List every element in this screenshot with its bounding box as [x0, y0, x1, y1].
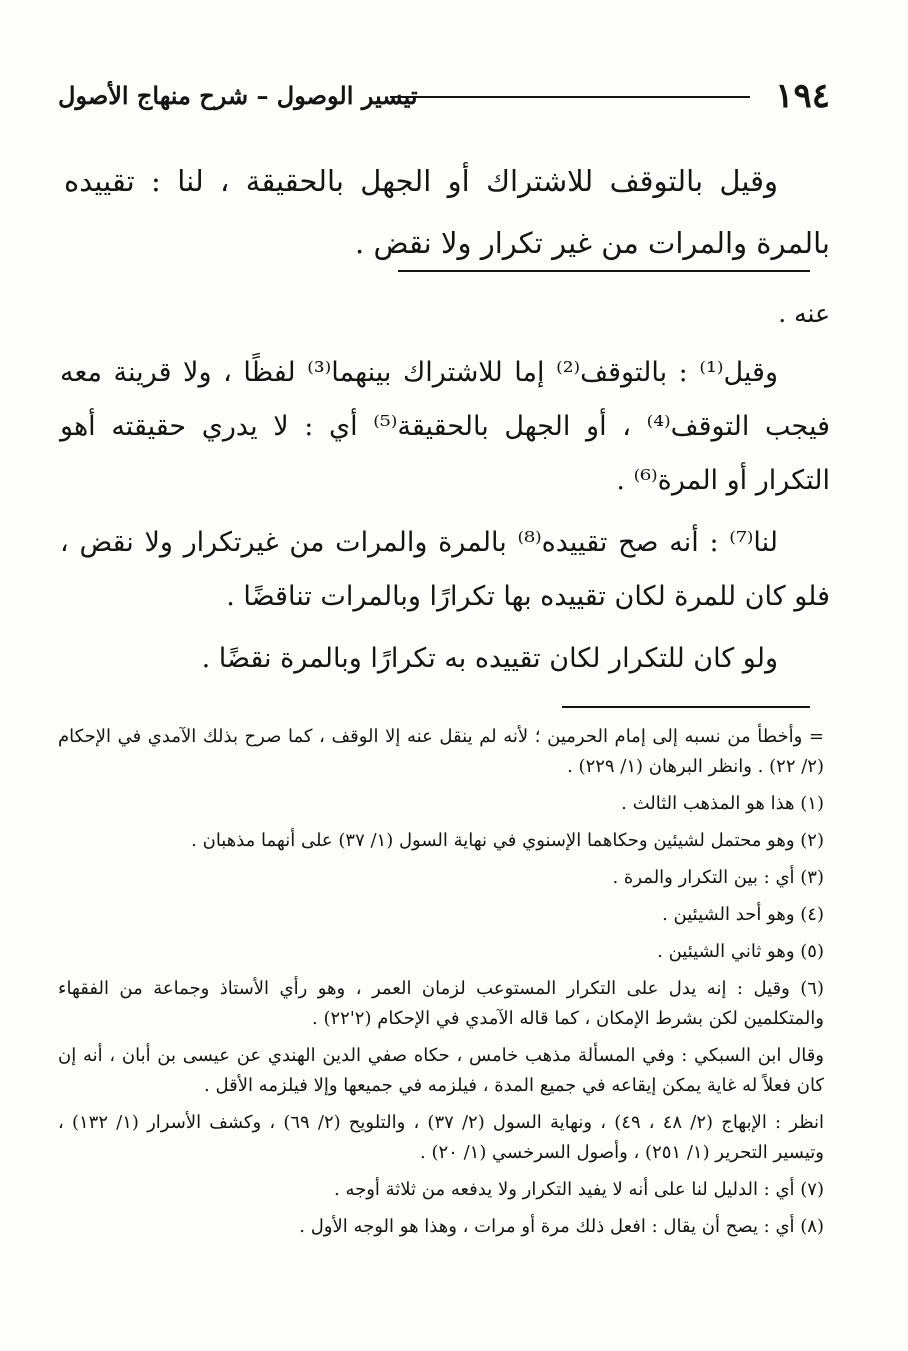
footnote: (٣) أي : بين التكرار والمرة . — [612, 867, 824, 888]
sharh-continuation: عنه . — [778, 299, 830, 328]
matn-separator-rule — [398, 270, 810, 272]
footnote: (١) هذا هو المذهب الثالث . — [621, 793, 824, 814]
sharh-paragraph: وقيل⁽¹⁾ : بالتوقف⁽²⁾ إما للاشتراك بينهما⁽³⁾ لفظًا ، ولا قرينة معه فيجب التوقف⁽⁴⁾ ، أو الجهل بالحقيقة⁽⁵⁾ أي : لا يدري حقيقته أهو التكرار أو المرة⁽⁶⁾ . — [60, 357, 830, 496]
footnote: وقال ابن السبكي : وفي المسألة مذهب خامس ، حكاه صفي الدين الهندي عن عيسى بن أبان ، أنه إن كان فعلاً له غاية يمكن إيقاعه في جميع المدة ، فيلزمه في جميعها وإلا فيلزمه الأقل . — [58, 1045, 824, 1096]
sharh-paragraph: لنا⁽⁷⁾ : أنه صح تقييده⁽⁸⁾ بالمرة والمرات من غيرتكرار ولا نقض ، فلو كان للمرة لكان تقييده بها تكرارًا وبالمرات تناقضًا . — [60, 527, 830, 612]
footnote: (٢) وهو محتمل لشيئين وحكاهما الإسنوي في نهاية السول (١/ ٣٧) على أنهما مذهبان . — [191, 830, 824, 851]
header-rule — [390, 96, 750, 98]
sharh-section — [60, 294, 830, 694]
footnote: (٤) وهو أحد الشيئين . — [662, 904, 824, 925]
footnote: انظر : الإبهاج (٢/ ٤٨ ، ٤٩) ، ونهاية السول (٢/ ٣٧) ، والتلويح (٢/ ٦٩) ، وكشف الأسرار (١/ ١٣٢) ، وتيسير التحرير (١/ ٢٥١) ، وأصول السرخسي (١/ ٢٠) . — [58, 1112, 824, 1163]
page-header — [58, 74, 830, 118]
book-title: تيسير الوصول – شرح منهاج الأصول — [58, 81, 418, 110]
footnote: (٧) أي : الدليل لنا على أنه لا يفيد التكرار ولا يدفعه من ثلاثة أوجه . — [334, 1179, 824, 1200]
footnote: (٥) وهو ثاني الشيئين . — [657, 941, 824, 962]
footnote: (٨) أي : يصح أن يقال : افعل ذلك مرة أو مرات ، وهذا هو الوجه الأول . — [299, 1216, 824, 1237]
page-number: ١٩٤ — [775, 76, 830, 116]
footnote: (٦) وقيل : إنه يدل على التكرار المستوعب لزمان العمر ، وهو رأي الأستاذ وجماعة من الفقهاء والمتكلمين لكن بشرط الإمكان ، كما قاله الآمدي في الإحكام (٢'٢٢) . — [58, 978, 824, 1029]
sharh-paragraph: ولو كان للتكرار لكان تقييده به تكرارًا وبالمرة نقضًا . — [201, 643, 778, 674]
footnotes-section — [58, 722, 824, 1249]
matn-text: وقيل بالتوقف للاشتراك أو الجهل بالحقيقة ، لنا : تقييده بالمرة والمرات من غير تكرار ولا نقض . — [64, 164, 830, 260]
footnote: = وأخطأ من نسبه إلى إمام الحرمين ؛ لأنه لم ينقل عنه إلا الوقف ، كما صرح بذلك الآمدي في الإحكام (٢/ ٢٢) . وانظر البرهان (١/ ٢٢٩) . — [58, 726, 824, 777]
footnote-rule — [562, 706, 810, 708]
